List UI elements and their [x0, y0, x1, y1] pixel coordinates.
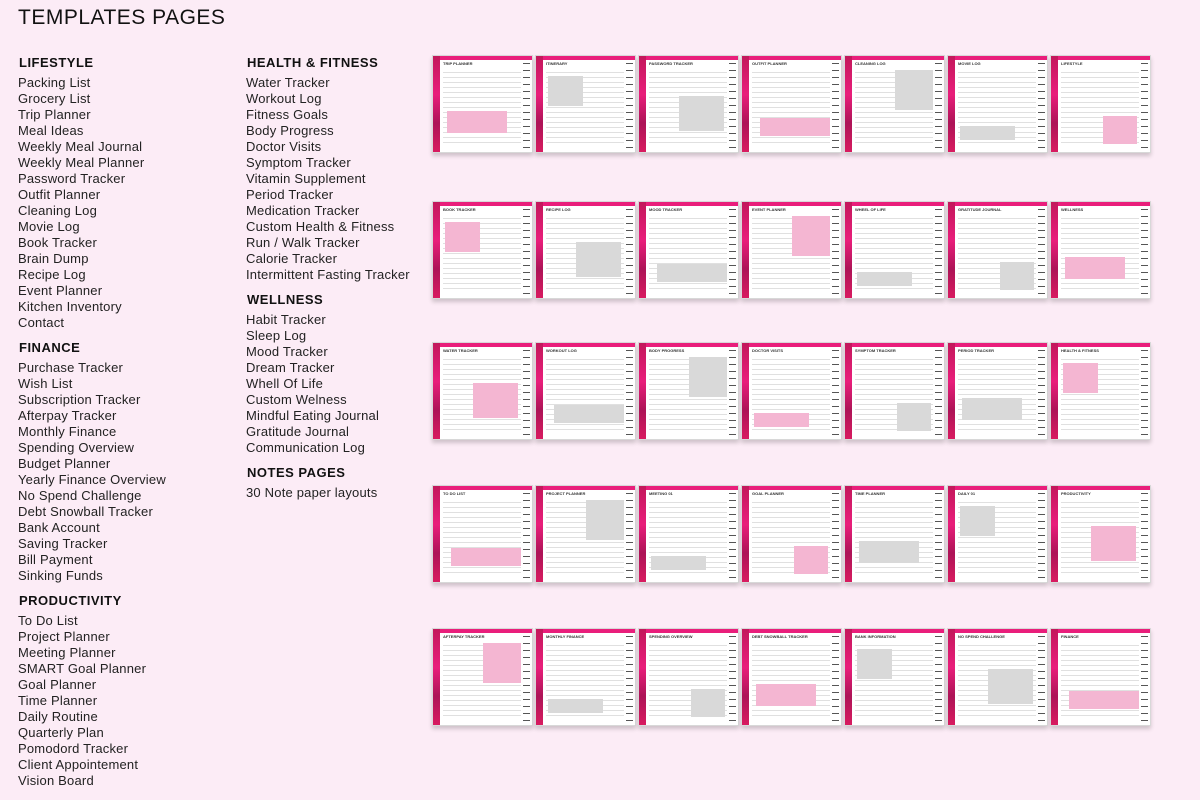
- template-thumbnail-health-fitness: [1050, 342, 1151, 440]
- template-item-calorie-tracker: Calorie Tracker: [246, 251, 338, 266]
- binder-rings-icon: [1141, 347, 1148, 437]
- pink-tab-strip: [948, 202, 955, 298]
- template-item-goal-planner: Goal Planner: [18, 677, 97, 692]
- template-item-purchase-tracker: Purchase Tracker: [18, 360, 124, 375]
- pink-tab-strip: [948, 486, 955, 582]
- header-bar: [852, 486, 944, 490]
- template-item-doctor-visits: Doctor Visits: [246, 139, 322, 154]
- header-bar: [852, 202, 944, 206]
- template-item-mindful-eating-journal: Mindful Eating Journal: [246, 408, 380, 423]
- content-block: [1065, 257, 1125, 279]
- thumbnail-title: EVENT PLANNER: [752, 207, 786, 212]
- pink-tab-strip: [948, 343, 955, 439]
- section-heading: PRODUCTIVITY: [19, 593, 122, 608]
- content-block: [473, 383, 518, 418]
- pink-tab-strip: [536, 56, 543, 152]
- header-bar: [1058, 56, 1150, 60]
- header-bar: [955, 629, 1047, 633]
- content-block: [760, 118, 830, 136]
- pink-tab-strip: [742, 629, 749, 725]
- section-lifestyle: [18, 55, 228, 331]
- thumbnail-title: WATER TRACKER: [443, 348, 478, 353]
- template-thumbnail-workout-log: [535, 342, 636, 440]
- pink-tab-strip: [742, 343, 749, 439]
- pink-tab-strip: [639, 629, 646, 725]
- content-block: [794, 546, 828, 574]
- template-thumbnail-time-planner: [844, 485, 945, 583]
- header-bar: [543, 343, 635, 347]
- content-block: [859, 541, 919, 563]
- header-bar: [646, 343, 738, 347]
- template-thumbnail-to-do-list: [432, 485, 533, 583]
- ruled-lines: [855, 498, 933, 576]
- header-bar: [1058, 343, 1150, 347]
- content-block: [548, 76, 583, 106]
- thumbnail-title: WHEEL OF LIFE: [855, 207, 886, 212]
- header-bar: [543, 629, 635, 633]
- binder-rings-icon: [832, 490, 839, 580]
- template-thumbnail-goal-planner: [741, 485, 842, 583]
- template-item-quarterly-plan: Quarterly Plan: [18, 725, 104, 740]
- binder-rings-icon: [523, 60, 530, 150]
- section-wellness: [246, 292, 431, 456]
- binder-rings-icon: [1141, 490, 1148, 580]
- template-thumbnail-afterpay-tracker: [432, 628, 533, 726]
- binder-rings-icon: [626, 60, 633, 150]
- binder-rings-icon: [1141, 60, 1148, 150]
- header-bar: [440, 629, 532, 633]
- section-finance: [18, 340, 228, 584]
- template-item-yearly-finance-overview: Yearly Finance Overview: [18, 472, 166, 487]
- template-item-medication-tracker: Medication Tracker: [246, 203, 360, 218]
- section-heading: FINANCE: [19, 340, 81, 355]
- template-item-weekly-meal-planner: Weekly Meal Planner: [18, 155, 145, 170]
- header-bar: [440, 486, 532, 490]
- binder-rings-icon: [832, 633, 839, 723]
- pink-tab-strip: [845, 343, 852, 439]
- content-block: [1091, 526, 1136, 561]
- binder-rings-icon: [729, 347, 736, 437]
- template-item-wish-list: Wish List: [18, 376, 73, 391]
- content-block: [792, 216, 830, 256]
- template-thumbnail-cleaning-log: [844, 55, 945, 153]
- content-block: [897, 403, 931, 431]
- template-item-pomodord-tracker: Pomodord Tracker: [18, 741, 129, 756]
- content-block: [1103, 116, 1137, 144]
- template-item-whell-of-life: Whell Of Life: [246, 376, 324, 391]
- template-item-bank-account: Bank Account: [18, 520, 100, 535]
- template-item-smart-goal-planner: SMART Goal Planner: [18, 661, 147, 676]
- content-block: [691, 689, 725, 717]
- header-bar: [955, 486, 1047, 490]
- template-item-mood-tracker: Mood Tracker: [246, 344, 328, 359]
- header-bar: [1058, 486, 1150, 490]
- template-item-gratitude-journal: Gratitude Journal: [246, 424, 350, 439]
- template-thumbnail-gratitude-journal: [947, 201, 1048, 299]
- pink-tab-strip: [536, 629, 543, 725]
- pink-tab-strip: [1051, 202, 1058, 298]
- pink-tab-strip: [433, 629, 440, 725]
- header-bar: [749, 486, 841, 490]
- template-thumbnail-meeting-01: [638, 485, 739, 583]
- pink-tab-strip: [948, 629, 955, 725]
- thumbnail-title: DAILY 01: [958, 491, 976, 496]
- template-item-sleep-log: Sleep Log: [246, 328, 307, 343]
- template-thumbnail-mood-tracker: [638, 201, 739, 299]
- template-item-event-planner: Event Planner: [18, 283, 103, 298]
- pink-tab-strip: [845, 56, 852, 152]
- template-thumbnail-finance: [1050, 628, 1151, 726]
- binder-rings-icon: [935, 60, 942, 150]
- thumbnail-title: SPENDING OVERVIEW: [649, 634, 693, 639]
- template-item-trip-planner: Trip Planner: [18, 107, 91, 122]
- template-item-password-tracker: Password Tracker: [18, 171, 126, 186]
- template-item-no-spend-challenge: No Spend Challenge: [18, 488, 142, 503]
- binder-rings-icon: [935, 490, 942, 580]
- thumbnail-title: AFTERPAY TRACKER: [443, 634, 485, 639]
- binder-rings-icon: [523, 490, 530, 580]
- category-column-2: [246, 55, 431, 510]
- header-bar: [955, 343, 1047, 347]
- header-bar: [749, 629, 841, 633]
- thumbnail-row: [432, 485, 1200, 581]
- content-block: [445, 222, 480, 252]
- binder-rings-icon: [626, 206, 633, 296]
- pink-tab-strip: [433, 486, 440, 582]
- header-bar: [543, 56, 635, 60]
- content-block: [657, 264, 727, 282]
- template-item-vitamin-supplement: Vitamin Supplement: [246, 171, 366, 186]
- content-block: [554, 405, 624, 423]
- content-block: [988, 669, 1033, 704]
- binder-rings-icon: [729, 490, 736, 580]
- content-block: [447, 111, 507, 133]
- content-block: [1069, 691, 1139, 709]
- template-item-afterpay-tracker: Afterpay Tracker: [18, 408, 117, 423]
- pink-tab-strip: [845, 629, 852, 725]
- header-bar: [440, 202, 532, 206]
- ruled-lines: [1061, 214, 1139, 292]
- binder-rings-icon: [626, 490, 633, 580]
- thumbnail-row: [432, 201, 1200, 297]
- template-thumbnail-book-tracker: [432, 201, 533, 299]
- binder-rings-icon: [935, 347, 942, 437]
- thumbnail-title: PERIOD TRACKER: [958, 348, 995, 353]
- pink-tab-strip: [742, 202, 749, 298]
- template-item-recipe-log: Recipe Log: [18, 267, 86, 282]
- pink-tab-strip: [639, 343, 646, 439]
- template-item-to-do-list: To Do List: [18, 613, 78, 628]
- header-bar: [749, 56, 841, 60]
- thumbnail-title: BODY PROGRESS: [649, 348, 685, 353]
- pink-tab-strip: [742, 486, 749, 582]
- pink-tab-strip: [433, 56, 440, 152]
- template-thumbnail-event-planner: [741, 201, 842, 299]
- pink-tab-strip: [845, 202, 852, 298]
- template-item-symptom-tracker: Symptom Tracker: [246, 155, 351, 170]
- template-thumbnail-debt-snowball-tracker: [741, 628, 842, 726]
- binder-rings-icon: [523, 206, 530, 296]
- thumbnail-title: WELLNESS: [1061, 207, 1084, 212]
- template-thumbnail-movie-log: [947, 55, 1048, 153]
- pink-tab-strip: [433, 343, 440, 439]
- template-thumbnail-monthly-finance: [535, 628, 636, 726]
- thumbnail-title: ITINERARY: [546, 61, 568, 66]
- template-item-vision-board: Vision Board: [18, 773, 94, 788]
- page-title: TEMPLATES PAGES: [18, 6, 226, 29]
- thumbnail-title: TO DO LIST: [443, 491, 466, 496]
- binder-rings-icon: [1038, 633, 1045, 723]
- content-block: [548, 699, 603, 713]
- content-block: [451, 548, 521, 566]
- thumbnail-title: CLEANING LOG: [855, 61, 886, 66]
- header-bar: [749, 343, 841, 347]
- section-heading: WELLNESS: [247, 292, 324, 307]
- template-item-movie-log: Movie Log: [18, 219, 80, 234]
- template-item-outfit-planner: Outfit Planner: [18, 187, 101, 202]
- binder-rings-icon: [832, 60, 839, 150]
- pink-tab-strip: [639, 56, 646, 152]
- content-block: [576, 242, 621, 277]
- template-item-body-progress: Body Progress: [246, 123, 334, 138]
- content-block: [895, 70, 933, 110]
- template-thumbnail-project-planner: [535, 485, 636, 583]
- template-thumbnail-productivity: [1050, 485, 1151, 583]
- template-item-time-planner: Time Planner: [18, 693, 98, 708]
- template-thumbnail-spending-overview: [638, 628, 739, 726]
- template-item-intermittent-fasting-tracker: Intermittent Fasting Tracker: [246, 267, 410, 282]
- binder-rings-icon: [1038, 347, 1045, 437]
- template-item-client-appointement: Client Appointement: [18, 757, 139, 772]
- ruled-lines: [752, 641, 830, 719]
- content-block: [586, 500, 624, 540]
- header-bar: [852, 629, 944, 633]
- thumbnail-row: [432, 342, 1200, 438]
- thumbnail-title: TIME PLANNER: [855, 491, 885, 496]
- header-bar: [1058, 202, 1150, 206]
- binder-rings-icon: [523, 347, 530, 437]
- pink-tab-strip: [845, 486, 852, 582]
- content-block: [756, 684, 816, 706]
- thumbnail-title: MEETING 01: [649, 491, 673, 496]
- content-block: [962, 398, 1022, 420]
- template-thumbnail-doctor-visits: [741, 342, 842, 440]
- template-item-saving-tracker: Saving Tracker: [18, 536, 108, 551]
- content-block: [754, 413, 809, 427]
- thumbnail-row: [432, 628, 1200, 724]
- template-item-custom-health-fitness: Custom Health & Fitness: [246, 219, 395, 234]
- binder-rings-icon: [626, 347, 633, 437]
- pink-tab-strip: [536, 343, 543, 439]
- template-thumbnail-itinerary: [535, 55, 636, 153]
- pink-tab-strip: [742, 56, 749, 152]
- thumbnail-title: SYMPTOM TRACKER: [855, 348, 896, 353]
- thumbnail-title: PROJECT PLANNER: [546, 491, 586, 496]
- thumbnail-title: PRODUCTIVITY: [1061, 491, 1091, 496]
- pink-tab-strip: [536, 202, 543, 298]
- template-item-grocery-list: Grocery List: [18, 91, 91, 106]
- template-thumbnail-wellness: [1050, 201, 1151, 299]
- template-item-packing-list: Packing List: [18, 75, 91, 90]
- header-bar: [543, 486, 635, 490]
- content-block: [651, 556, 706, 570]
- template-item-weekly-meal-journal: Weekly Meal Journal: [18, 139, 143, 154]
- binder-rings-icon: [626, 633, 633, 723]
- section-heading: HEALTH & FITNESS: [247, 55, 379, 70]
- header-bar: [646, 202, 738, 206]
- pink-tab-strip: [1051, 486, 1058, 582]
- thumbnail-title: RECIPE LOG: [546, 207, 571, 212]
- thumbnail-title: OUTFIT PLANNER: [752, 61, 787, 66]
- template-thumbnail-symptom-tracker: [844, 342, 945, 440]
- thumbnail-row: [432, 55, 1200, 151]
- thumbnail-title: MONTHLY FINANCE: [546, 634, 585, 639]
- thumbnail-title: GRATITUDE JOURNAL: [958, 207, 1002, 212]
- content-block: [1000, 262, 1034, 290]
- template-item-debt-snowball-tracker: Debt Snowball Tracker: [18, 504, 153, 519]
- binder-rings-icon: [1038, 206, 1045, 296]
- template-item-meeting-planner: Meeting Planner: [18, 645, 116, 660]
- template-item-book-tracker: Book Tracker: [18, 235, 97, 250]
- ruled-lines: [958, 355, 1036, 433]
- template-item-run-walk-tracker: Run / Walk Tracker: [246, 235, 360, 250]
- pink-tab-strip: [1051, 56, 1058, 152]
- pink-tab-strip: [639, 202, 646, 298]
- template-item-kitchen-inventory: Kitchen Inventory: [18, 299, 122, 314]
- template-thumbnail-no-spend-challenge: [947, 628, 1048, 726]
- template-item-bill-payment: Bill Payment: [18, 552, 93, 567]
- header-bar: [955, 56, 1047, 60]
- ruled-lines: [443, 68, 521, 146]
- template-item-monthly-finance: Monthly Finance: [18, 424, 117, 439]
- binder-rings-icon: [1141, 206, 1148, 296]
- binder-rings-icon: [1141, 633, 1148, 723]
- content-block: [679, 96, 724, 131]
- binder-rings-icon: [729, 206, 736, 296]
- thumbnail-title: DOCTOR VISITS: [752, 348, 784, 353]
- binder-rings-icon: [1038, 60, 1045, 150]
- template-item-contact: Contact: [18, 315, 65, 330]
- template-thumbnail-body-progress: [638, 342, 739, 440]
- thumbnail-title: TRIP PLANNER: [443, 61, 473, 66]
- pink-tab-strip: [1051, 343, 1058, 439]
- header-bar: [646, 629, 738, 633]
- thumbnail-title: GOAL PLANNER: [752, 491, 784, 496]
- template-item-meal-ideas: Meal Ideas: [18, 123, 84, 138]
- content-block: [689, 357, 727, 397]
- template-item-brain-dump: Brain Dump: [18, 251, 89, 266]
- binder-rings-icon: [832, 347, 839, 437]
- section-health-fitness: [246, 55, 431, 283]
- template-thumbnail-period-tracker: [947, 342, 1048, 440]
- binder-rings-icon: [935, 633, 942, 723]
- template-thumbnail-trip-planner: [432, 55, 533, 153]
- pink-tab-strip: [1051, 629, 1058, 725]
- header-bar: [1058, 629, 1150, 633]
- template-item-dream-tracker: Dream Tracker: [246, 360, 335, 375]
- content-block: [960, 126, 1015, 140]
- thumbnail-title: NO SPEND CHALLENGE: [958, 634, 1005, 639]
- header-bar: [852, 343, 944, 347]
- pink-tab-strip: [433, 202, 440, 298]
- category-column-1: [18, 55, 228, 798]
- header-bar: [440, 56, 532, 60]
- thumbnail-title: BANK INFORMATION: [855, 634, 896, 639]
- header-bar: [646, 486, 738, 490]
- binder-rings-icon: [523, 633, 530, 723]
- section-notes-pages: [246, 465, 431, 501]
- thumbnail-title: MOVIE LOG: [958, 61, 981, 66]
- template-thumbnail-lifestyle: [1050, 55, 1151, 153]
- thumbnail-title: DEBT SNOWBALL TRACKER: [752, 634, 808, 639]
- template-item-daily-routine: Daily Routine: [18, 709, 98, 724]
- section-productivity: [18, 593, 228, 789]
- template-item-communication-log: Communication Log: [246, 440, 366, 455]
- template-item-period-tracker: Period Tracker: [246, 187, 334, 202]
- header-bar: [440, 343, 532, 347]
- section-heading: NOTES PAGES: [247, 465, 346, 480]
- binder-rings-icon: [729, 60, 736, 150]
- template-item-spending-overview: Spending Overview: [18, 440, 135, 455]
- pink-tab-strip: [536, 486, 543, 582]
- template-item-subscription-tracker: Subscription Tracker: [18, 392, 141, 407]
- content-block: [857, 649, 892, 679]
- binder-rings-icon: [935, 206, 942, 296]
- header-bar: [543, 202, 635, 206]
- thumbnail-title: FINANCE: [1061, 634, 1079, 639]
- template-item-habit-tracker: Habit Tracker: [246, 312, 326, 327]
- template-item-budget-planner: Budget Planner: [18, 456, 111, 471]
- template-item-custom-welness: Custom Welness: [246, 392, 347, 407]
- template-item-workout-log: Workout Log: [246, 91, 322, 106]
- thumbnail-title: MOOD TRACKER: [649, 207, 683, 212]
- pink-tab-strip: [639, 486, 646, 582]
- template-thumbnail-daily-01: [947, 485, 1048, 583]
- thumbnail-title: PASSWORD TRACKER: [649, 61, 693, 66]
- pink-tab-strip: [948, 56, 955, 152]
- binder-rings-icon: [832, 206, 839, 296]
- template-item-cleaning-log: Cleaning Log: [18, 203, 98, 218]
- thumbnail-title: BOOK TRACKER: [443, 207, 476, 212]
- template-thumbnail-wheel-of-life: [844, 201, 945, 299]
- template-thumbnail-password-tracker: [638, 55, 739, 153]
- header-bar: [852, 56, 944, 60]
- content-block: [1063, 363, 1098, 393]
- binder-rings-icon: [729, 633, 736, 723]
- template-thumbnail-recipe-log: [535, 201, 636, 299]
- template-item-sinking-funds: Sinking Funds: [18, 568, 103, 583]
- binder-rings-icon: [1038, 490, 1045, 580]
- template-thumbnail-outfit-planner: [741, 55, 842, 153]
- header-bar: [646, 56, 738, 60]
- template-thumbnail-bank-information: [844, 628, 945, 726]
- header-bar: [955, 202, 1047, 206]
- template-item-30-note-paper-layouts: 30 Note paper layouts: [246, 485, 378, 500]
- template-item-project-planner: Project Planner: [18, 629, 110, 644]
- template-item-fitness-goals: Fitness Goals: [246, 107, 329, 122]
- template-thumbnail-water-tracker: [432, 342, 533, 440]
- thumbnail-title: LIFESTYLE: [1061, 61, 1083, 66]
- content-block: [960, 506, 995, 536]
- header-bar: [749, 202, 841, 206]
- thumbnail-title: HEALTH & FITNESS: [1061, 348, 1099, 353]
- section-heading: LIFESTYLE: [19, 55, 94, 70]
- thumbnail-title: WORKOUT LOG: [546, 348, 577, 353]
- content-block: [857, 272, 912, 286]
- content-block: [483, 643, 521, 683]
- template-item-water-tracker: Water Tracker: [246, 75, 330, 90]
